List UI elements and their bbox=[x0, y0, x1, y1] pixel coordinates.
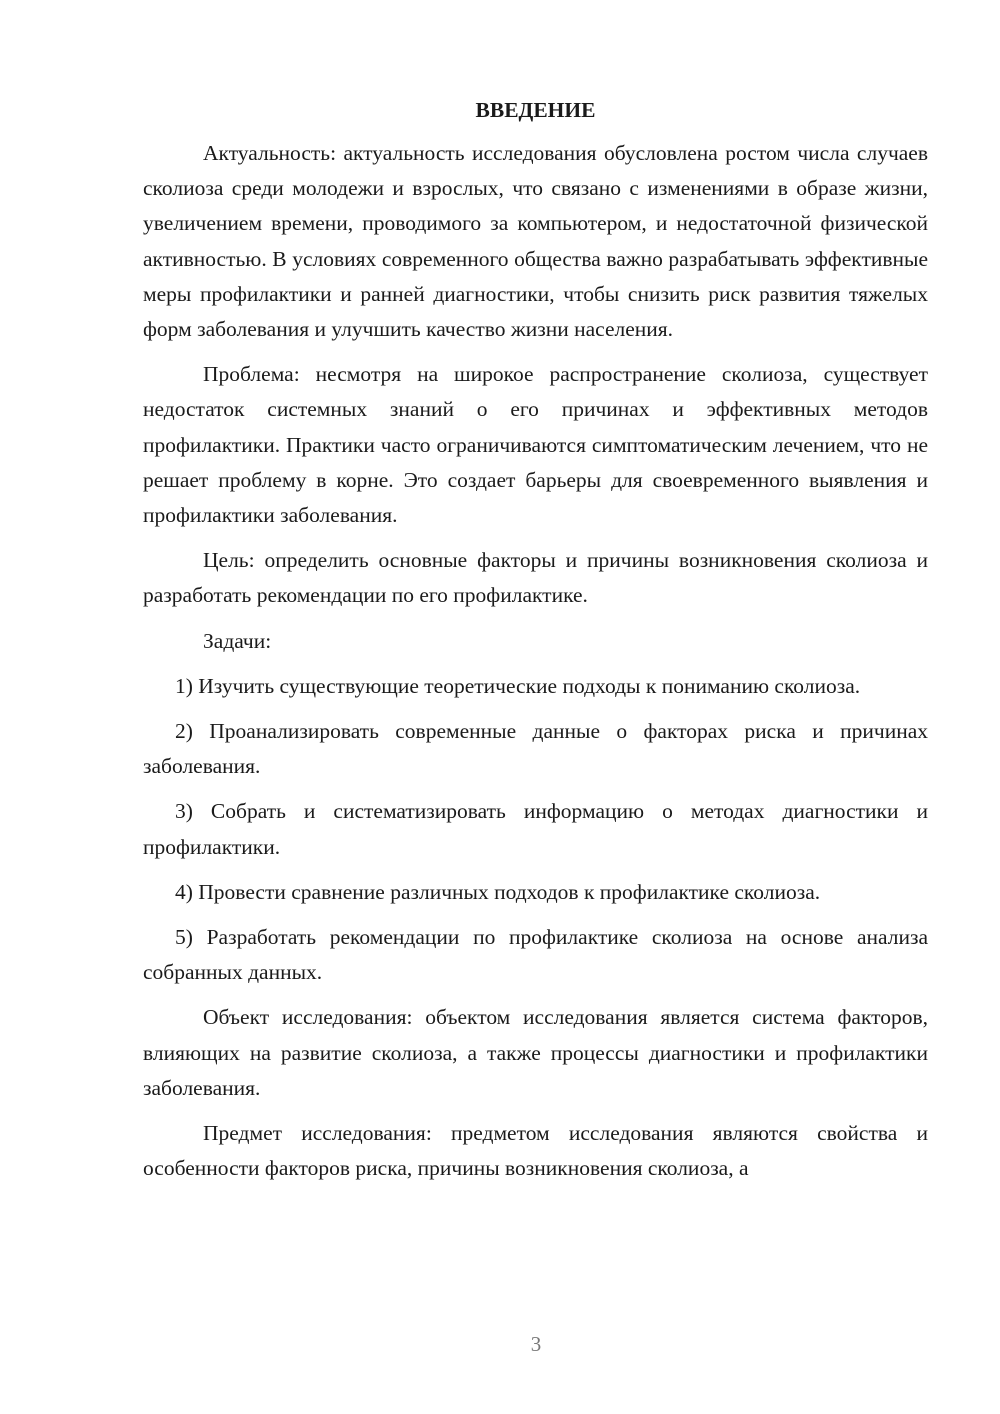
paragraph-subject: Предмет исследования: предметом исследования являются свойства и особенности факторов риска, причины возникновения сколиоза, а bbox=[143, 1121, 928, 1181]
paragraph-relevance: Актуальность: актуальность исследования обусловлена ростом числа случаев сколиоза среди молодежи и взрослых, что связано с изменениями в образе жизни, увеличением времени, проводимого за компьютером, и недостаточной физической активностью. В условиях современного общества важно разрабатывать эффективные меры профилактики и ранней диагностики, чтобы снизить риск развития тяжелых форм заболевания и улучшить качество жизни населения. bbox=[143, 141, 928, 342]
paragraph-tasks-label: Задачи: bbox=[203, 628, 272, 653]
list-item-task-2: 2) Проанализировать современные данные о факторах риска и причинах заболевания. bbox=[143, 719, 928, 779]
document-page bbox=[143, 96, 928, 1186]
page-number: 3 bbox=[530, 1332, 542, 1356]
list-item-task-3: 3) Собрать и систематизировать информацию о методах диагностики и профилактики. bbox=[143, 799, 928, 859]
list-item-task-5: 5) Разработать рекомендации по профилактике сколиоза на основе анализа собранных данных. bbox=[143, 925, 928, 985]
paragraph-problem: Проблема: несмотря на широкое распространение сколиоза, существует недостаток системных знаний о его причинах и эффективных методов профилактики. Практики часто ограничиваются симптоматическим лечением, что не решает проблему в корне. Это создает барьеры для своевременного выявления и профилактики заболевания. bbox=[143, 362, 928, 528]
page-title: ВВЕДЕНИЕ bbox=[475, 98, 596, 122]
list-item-task-1: 1) Изучить существующие теоретические подходы к пониманию сколиоза. bbox=[175, 673, 861, 698]
paragraph-object: Объект исследования: объектом исследования является система факторов, влияющих на развитие сколиоза, а также процессы диагностики и профилактики заболевания. bbox=[143, 1005, 928, 1100]
paragraph-goal: Цель: определить основные факторы и причины возникновения сколиоза и разработать рекомендации по его профилактике. bbox=[143, 548, 928, 608]
list-item-task-4: 4) Провести сравнение различных подходов к профилактике сколиоза. bbox=[175, 879, 821, 904]
